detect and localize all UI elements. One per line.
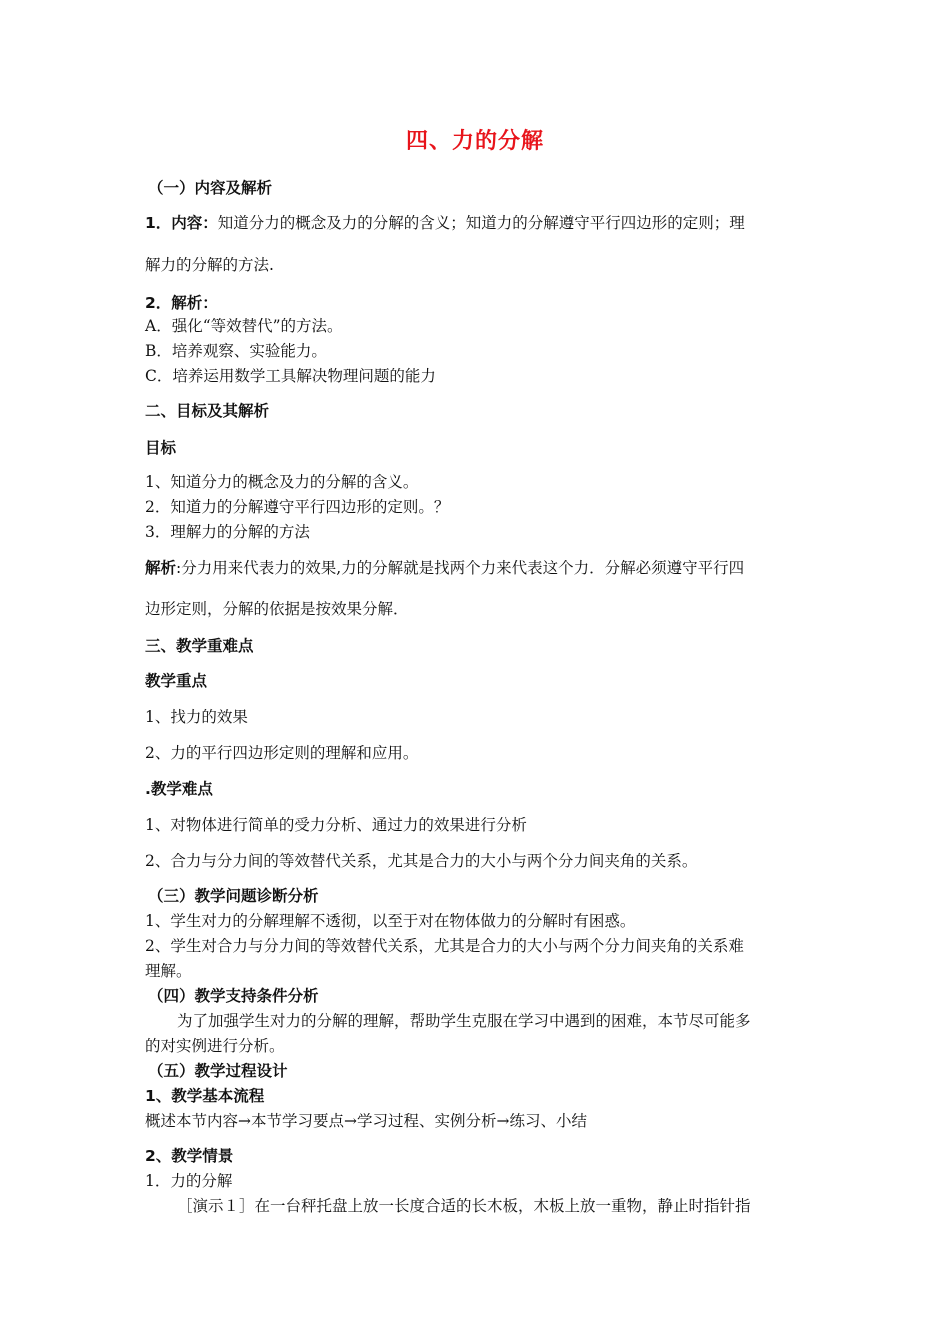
key-label: 教学重点 — [145, 672, 208, 690]
goal-item: 2．知道力的分解遵守平行四边形的定则。？ — [145, 498, 450, 516]
analysis-item: B．培养观察、实验能力。 — [145, 342, 327, 360]
goal-analysis-text: :分力用来代表力的效果,力的分解就是找两个力来代表这个力．分解必须遵守平行四 — [176, 559, 745, 577]
section-heading-keypoints: 三、教学重难点 — [145, 637, 254, 655]
section-heading-content: （一）内容及解析 — [148, 179, 273, 197]
content-line-2: 解力的分解的方法. — [145, 256, 274, 274]
flow-text: 概述本节内容→本节学习要点→学习过程、实例分析→练习、小结 — [145, 1112, 587, 1130]
support-line: 的对实例进行分析。 — [145, 1037, 285, 1055]
section-heading-support: （四）教学支持条件分析 — [148, 987, 319, 1005]
diagnosis-line: 1、学生对力的分解理解不透彻，以至于对在物体做力的分解时有困惑。 — [145, 912, 636, 930]
demo-text: ［演示１］在一台秤托盘上放一长度合适的长木板，木板上放一重物，静止时指针指 — [177, 1197, 751, 1215]
section-heading-process: （五）教学过程设计 — [148, 1062, 288, 1080]
key-item: 1、找力的效果 — [145, 708, 248, 726]
analysis-item: C．培养运用数学工具解决物理问题的能力 — [145, 367, 436, 385]
diagnosis-line: 理解。 — [145, 962, 192, 980]
goal-analysis-line — [145, 558, 744, 578]
flow-label: 1、教学基本流程 — [145, 1087, 265, 1105]
page-title: 四、力的分解 — [405, 129, 544, 154]
diagnosis-line: 2、学生对合力与分力间的等效替代关系，尤其是合力的大小与两个分力间夹角的关系难 — [145, 937, 744, 955]
scene-label: 2、教学情景 — [145, 1147, 234, 1165]
difficult-item: 1、对物体进行简单的受力分析、通过力的效果进行分析 — [145, 816, 527, 834]
analysis-label: 2．解析： — [145, 294, 218, 312]
goal-analysis-line-2: 边形定则，分解的依据是按效果分解． — [145, 600, 409, 618]
content-label: 1．内容： — [145, 214, 218, 232]
goal-item: 3．理解力的分解的方法 — [145, 523, 310, 541]
content-text: 知道分力的概念及力的分解的含义；知道力的分解遵守平行四边形的定则；理 — [217, 214, 745, 232]
goal-item: 1、知道分力的概念及力的分解的含义。 — [145, 473, 419, 491]
section-heading-goals: 二、目标及其解析 — [145, 402, 270, 420]
key-item: 2、力的平行四边形定则的理解和应用。 — [145, 744, 419, 762]
section-heading-diagnosis: （三）教学问题诊断分析 — [148, 887, 319, 905]
content-line — [145, 213, 745, 233]
support-line: 为了加强学生对力的分解的理解，帮助学生克服在学习中遇到的困难，本节尽可能多 — [177, 1012, 751, 1030]
scene-sub: 1．力的分解 — [145, 1172, 233, 1190]
analysis-item: A．强化“等效替代”的方法。 — [145, 317, 343, 335]
difficult-label: .教学难点 — [145, 780, 213, 798]
goal-label: 目标 — [145, 439, 177, 457]
difficult-item: 2、合力与分力间的等效替代关系，尤其是合力的大小与两个分力间夹角的关系。 — [145, 852, 698, 870]
goal-analysis-label: 解析 — [145, 559, 177, 577]
